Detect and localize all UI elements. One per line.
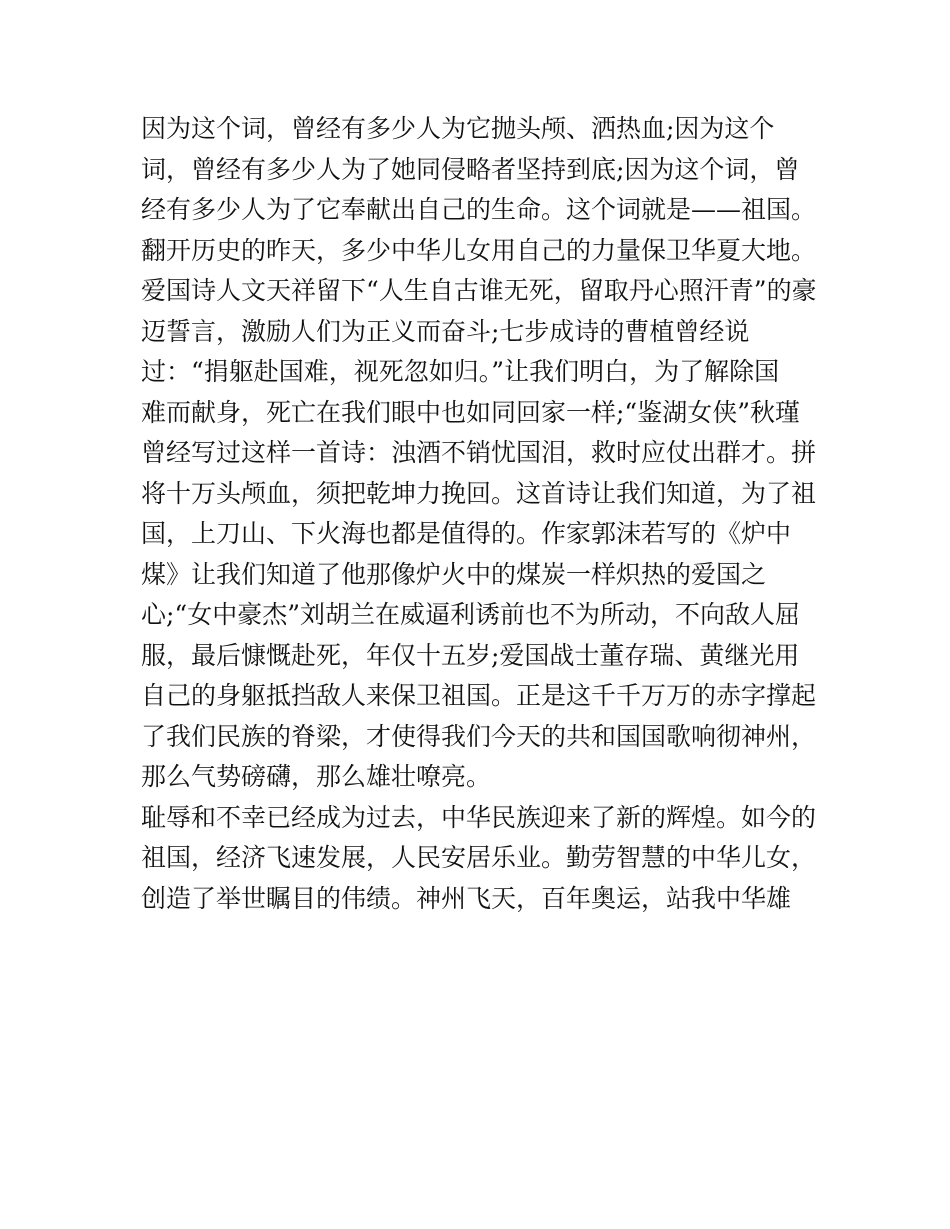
text-line: 国，上刀山、下火海也都是值得的。作家郭沫若写的《炉中	[141, 519, 792, 548]
text-line: 翻开历史的昨天，多少中华儿女用自己的力量保卫华夏大地。	[141, 235, 817, 265]
text-line: 过：“捐躯赴国难，视死忽如归。”让我们明白，为了解除国	[141, 357, 780, 386]
body-text	[141, 109, 821, 919]
text-line: 迈誓言，激励人们为正义而奋斗;七步成诗的曹植曾经说	[141, 316, 750, 346]
text-line: 因为这个词，曾经有多少人为它抛头颅、洒热血;因为这个	[141, 114, 775, 143]
text-line: 词，曾经有多少人为了她同侵略者坚持到底;因为这个词，曾	[141, 154, 800, 184]
text-line: 了我们民族的脊梁，才使得我们今天的共和国国歌响彻神州，	[141, 721, 817, 751]
text-line: 经有多少人为了它奉献出自己的生命。这个词就是——祖国。	[141, 195, 817, 224]
text-line: 创造了举世瞩目的伟绩。神州飞天，百年奥运，站我中华雄	[141, 883, 792, 913]
text-line: 自己的身躯抵挡敌人来保卫祖国。正是这千千万万的赤字撑起	[141, 681, 817, 710]
text-line: 心;“女中豪杰”刘胡兰在威逼利诱前也不为所动，不向敌人屈	[141, 600, 800, 629]
text-line: 服，最后慷慨赴死，年仅十五岁;爱国战士董存瑞、黄继光用	[141, 640, 800, 670]
text-line: 爱国诗人文天祥留下“人生自古谁无死，留取丹心照汗青”的豪	[141, 276, 817, 305]
text-line: 曾经写过这样一首诗：浊酒不销忧国泪，救时应仗出群才。拼	[141, 438, 817, 467]
text-line: 耻辱和不幸已经成为过去，中华民族迎来了新的辉煌。如今的	[141, 802, 817, 832]
text-line: 那么气势磅礴，那么雄壮嘹亮。	[141, 762, 492, 791]
text-line: 煤》让我们知道了他那像炉火中的煤炭一样炽热的爱国之	[141, 559, 767, 589]
text-line: 难而献身，死亡在我们眼中也如同回家一样;“鉴湖女侠”秋瑾	[141, 397, 800, 427]
text-line: 祖国，经济飞速发展，人民安居乐业。勤劳智慧的中华儿女，	[141, 843, 817, 872]
text-line: 将十万头颅血，须把乾坤力挽回。这首诗让我们知道，为了祖	[141, 478, 817, 508]
